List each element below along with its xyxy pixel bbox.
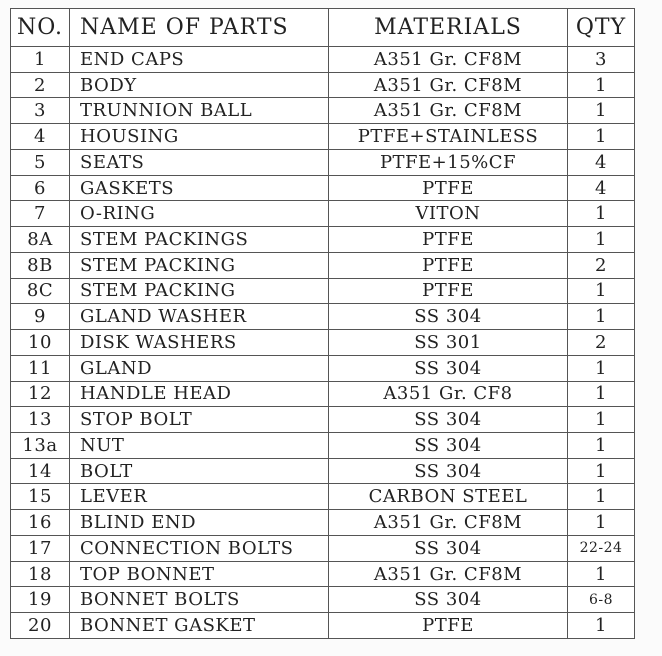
table-row <box>11 278 635 304</box>
table-row <box>11 458 635 484</box>
cell-no: 19 <box>11 587 70 613</box>
cell-no: 8A <box>11 227 70 253</box>
cell-qty: 1 <box>568 407 635 433</box>
cell-part-name: NUT <box>70 433 329 459</box>
cell-material: CARBON STEEL <box>329 484 568 510</box>
cell-no: 11 <box>11 355 70 381</box>
cell-no: 4 <box>11 124 70 150</box>
header-materials: MATERIALS <box>329 9 568 47</box>
cell-no: 15 <box>11 484 70 510</box>
table-row <box>11 252 635 278</box>
cell-no: 12 <box>11 381 70 407</box>
cell-part-name: GASKETS <box>70 175 329 201</box>
cell-material: A351 Gr. CF8 <box>329 381 568 407</box>
cell-part-name: GLAND <box>70 355 329 381</box>
cell-part-name: CONNECTION BOLTS <box>70 535 329 561</box>
table-row <box>11 535 635 561</box>
parts-table <box>10 8 635 639</box>
cell-part-name: BONNET GASKET <box>70 613 329 639</box>
cell-part-name: END CAPS <box>70 47 329 73</box>
table-row <box>11 175 635 201</box>
header-row <box>11 9 635 47</box>
cell-material: PTFE <box>329 175 568 201</box>
cell-part-name: LEVER <box>70 484 329 510</box>
cell-material: SS 304 <box>329 535 568 561</box>
cell-no: 17 <box>11 535 70 561</box>
cell-part-name: STEM PACKINGS <box>70 227 329 253</box>
cell-part-name: BODY <box>70 72 329 98</box>
cell-material: PTFE <box>329 278 568 304</box>
cell-qty: 1 <box>568 458 635 484</box>
cell-part-name: BONNET BOLTS <box>70 587 329 613</box>
cell-part-name: DISK WASHERS <box>70 330 329 356</box>
cell-no: 16 <box>11 510 70 536</box>
cell-qty: 1 <box>568 484 635 510</box>
cell-qty: 1 <box>568 510 635 536</box>
cell-part-name: SEATS <box>70 149 329 175</box>
cell-material: A351 Gr. CF8M <box>329 561 568 587</box>
table-row <box>11 407 635 433</box>
table-row <box>11 561 635 587</box>
table-row <box>11 587 635 613</box>
cell-qty: 1 <box>568 278 635 304</box>
cell-part-name: TRUNNION BALL <box>70 98 329 124</box>
table-row <box>11 201 635 227</box>
cell-no: 13 <box>11 407 70 433</box>
cell-qty: 1 <box>568 381 635 407</box>
cell-no: 18 <box>11 561 70 587</box>
cell-part-name: STEM PACKING <box>70 278 329 304</box>
cell-no: 5 <box>11 149 70 175</box>
cell-no: 8C <box>11 278 70 304</box>
cell-qty: 2 <box>568 252 635 278</box>
table-row <box>11 124 635 150</box>
cell-part-name: HOUSING <box>70 124 329 150</box>
cell-qty: 1 <box>568 72 635 98</box>
table-row <box>11 47 635 73</box>
cell-no: 2 <box>11 72 70 98</box>
cell-no: 7 <box>11 201 70 227</box>
cell-qty: 22-24 <box>568 535 635 561</box>
table-row <box>11 381 635 407</box>
cell-qty: 1 <box>568 613 635 639</box>
cell-no: 3 <box>11 98 70 124</box>
cell-material: PTFE+STAINLESS <box>329 124 568 150</box>
table-row <box>11 72 635 98</box>
cell-qty: 6-8 <box>568 587 635 613</box>
cell-qty: 1 <box>568 433 635 459</box>
cell-no: 10 <box>11 330 70 356</box>
cell-qty: 1 <box>568 355 635 381</box>
cell-material: A351 Gr. CF8M <box>329 72 568 98</box>
cell-material: SS 304 <box>329 407 568 433</box>
cell-part-name: STEM PACKING <box>70 252 329 278</box>
table-row <box>11 227 635 253</box>
table-row <box>11 98 635 124</box>
cell-part-name: TOP BONNET <box>70 561 329 587</box>
table-row <box>11 484 635 510</box>
table-header <box>11 9 635 47</box>
cell-no: 13a <box>11 433 70 459</box>
cell-material: SS 304 <box>329 587 568 613</box>
cell-no: 6 <box>11 175 70 201</box>
cell-material: A351 Gr. CF8M <box>329 510 568 536</box>
table-row <box>11 510 635 536</box>
cell-no: 8B <box>11 252 70 278</box>
cell-material: A351 Gr. CF8M <box>329 98 568 124</box>
cell-qty: 1 <box>568 227 635 253</box>
cell-part-name: O-RING <box>70 201 329 227</box>
cell-material: SS 304 <box>329 458 568 484</box>
cell-material: PTFE <box>329 227 568 253</box>
header-qty: QTY <box>568 9 635 47</box>
header-no: NO. <box>11 9 70 47</box>
table-row <box>11 613 635 639</box>
cell-no: 1 <box>11 47 70 73</box>
cell-material: SS 304 <box>329 355 568 381</box>
cell-material: SS 304 <box>329 304 568 330</box>
table-row <box>11 355 635 381</box>
cell-part-name: GLAND WASHER <box>70 304 329 330</box>
cell-part-name: BLIND END <box>70 510 329 536</box>
cell-no: 20 <box>11 613 70 639</box>
cell-no: 14 <box>11 458 70 484</box>
cell-qty: 4 <box>568 175 635 201</box>
cell-qty: 1 <box>568 304 635 330</box>
table-row <box>11 149 635 175</box>
cell-material: PTFE <box>329 613 568 639</box>
cell-qty: 1 <box>568 98 635 124</box>
cell-material: A351 Gr. CF8M <box>329 47 568 73</box>
cell-material: PTFE <box>329 252 568 278</box>
cell-material: SS 304 <box>329 433 568 459</box>
table-body <box>11 47 635 639</box>
cell-material: PTFE+15%CF <box>329 149 568 175</box>
cell-no: 9 <box>11 304 70 330</box>
table-row <box>11 433 635 459</box>
cell-qty: 1 <box>568 201 635 227</box>
header-name-of-parts: NAME OF PARTS <box>70 9 329 47</box>
cell-qty: 2 <box>568 330 635 356</box>
cell-qty: 1 <box>568 561 635 587</box>
cell-part-name: HANDLE HEAD <box>70 381 329 407</box>
cell-part-name: STOP BOLT <box>70 407 329 433</box>
cell-qty: 4 <box>568 149 635 175</box>
cell-material: VITON <box>329 201 568 227</box>
table-row <box>11 304 635 330</box>
cell-material: SS 301 <box>329 330 568 356</box>
table-row <box>11 330 635 356</box>
cell-part-name: BOLT <box>70 458 329 484</box>
cell-qty: 3 <box>568 47 635 73</box>
cell-qty: 1 <box>568 124 635 150</box>
